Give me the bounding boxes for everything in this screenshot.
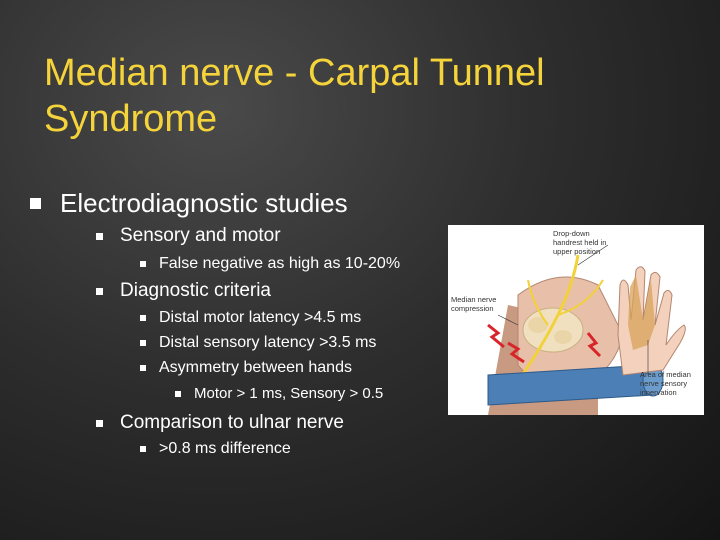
bullet-text: Asymmetry between hands <box>159 359 352 376</box>
figure-label-dropdown: Drop-down handrest held in upper position <box>553 229 607 256</box>
bullet-square-icon <box>140 315 146 321</box>
carpal-tunnel-illustration <box>448 225 704 415</box>
bullet-asymmetry-detail <box>175 385 383 402</box>
bullet-square-icon <box>140 365 146 371</box>
bullet-comparison-ulnar <box>96 412 344 434</box>
bullet-text: Distal sensory latency >3.5 ms <box>159 334 377 351</box>
bullet-text: Comparison to ulnar nerve <box>120 412 344 433</box>
bullet-distal-sensory <box>140 334 376 352</box>
bullet-square-icon <box>96 288 103 295</box>
bullet-difference <box>140 440 291 458</box>
figure-label-compression: Median nerve compression <box>451 295 497 313</box>
bullet-square-icon <box>140 446 146 452</box>
bullet-electrodiagnostic <box>30 188 348 219</box>
bullet-square-icon <box>96 233 103 240</box>
bullet-false-negative <box>140 255 400 273</box>
bullet-square-icon <box>96 420 103 427</box>
bullet-square-icon <box>140 340 146 346</box>
bullet-text: Sensory and motor <box>120 225 281 246</box>
bullet-square-icon <box>175 391 181 397</box>
bullet-sensory-motor <box>96 225 281 247</box>
bullet-distal-motor <box>140 309 361 327</box>
slide-title: Median nerve - Carpal Tunnel Syndrome <box>44 52 545 140</box>
bullet-square-icon <box>140 261 146 267</box>
figure-label-innervation: Area of median nerve sensory innervation <box>640 370 691 397</box>
bullet-text: Motor > 1 ms, Sensory > 0.5 <box>194 385 384 402</box>
bullet-diagnostic-criteria <box>96 280 271 302</box>
bullet-asymmetry <box>140 359 352 377</box>
bullet-text: Diagnostic criteria <box>120 280 271 301</box>
bullet-square-icon <box>30 198 41 209</box>
bullet-text: Electrodiagnostic studies <box>60 188 348 218</box>
bullet-text: >0.8 ms difference <box>159 440 291 457</box>
bullet-text: False negative as high as 10-20% <box>159 255 401 272</box>
bullet-text: Distal motor latency >4.5 ms <box>159 309 362 326</box>
